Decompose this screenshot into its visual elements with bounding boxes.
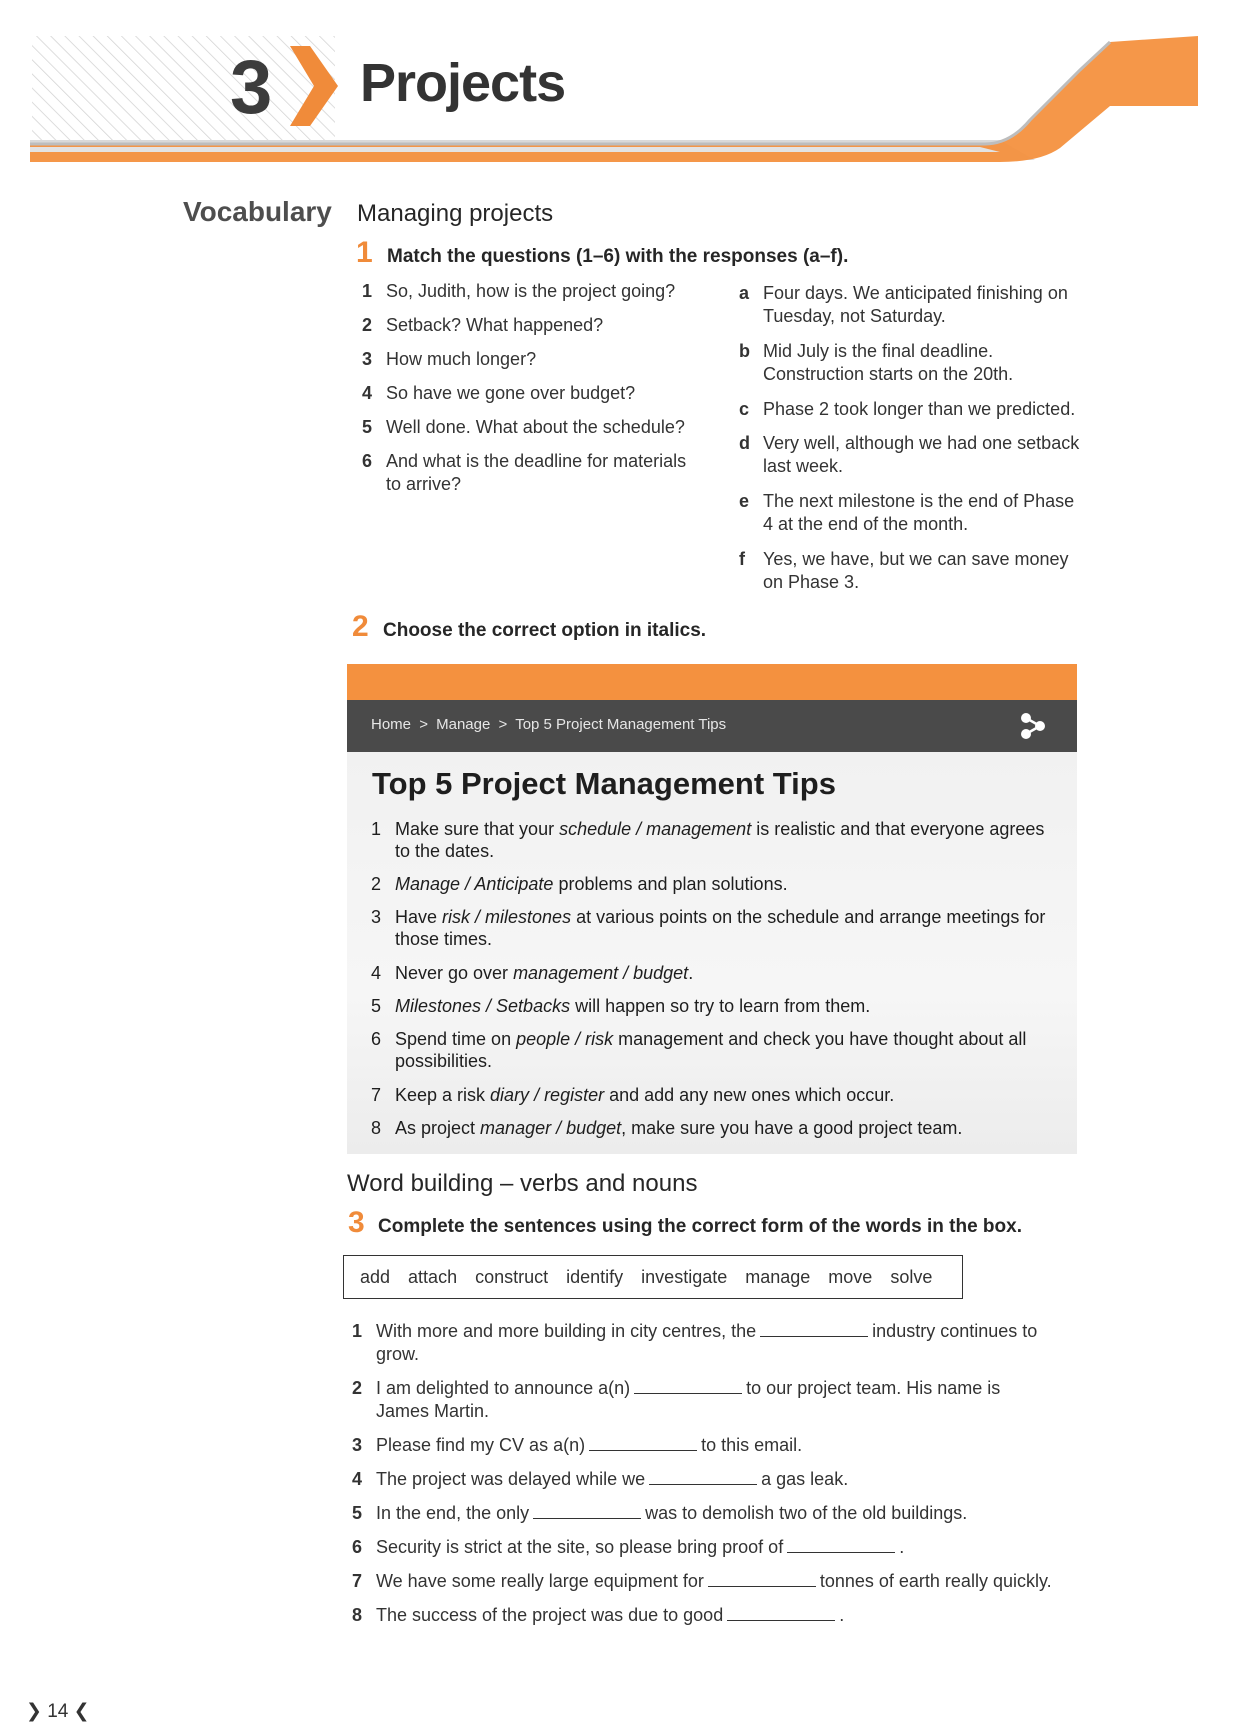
italic-option[interactable]: risk / milestones bbox=[442, 907, 572, 927]
word-box bbox=[343, 1255, 963, 1299]
question-item: 2 Setback? What happened? bbox=[362, 315, 604, 335]
page-number: 14 bbox=[47, 1701, 69, 1722]
tips-title: Top 5 Project Management Tips bbox=[372, 766, 836, 801]
chevron-right-icon: ❯ bbox=[26, 1701, 42, 1722]
question-item: 6 And what is the deadline for materials to arrive? bbox=[362, 451, 687, 494]
exercise-instruction: Complete the sentences using the correct form of the words in the box. bbox=[378, 1216, 1022, 1237]
tip-item: 7 Keep a risk diary / register and add any new ones which occur. bbox=[371, 1085, 895, 1105]
subheading-managing-projects: Managing projects bbox=[357, 200, 554, 227]
breadcrumb-manage[interactable]: Manage bbox=[436, 716, 491, 733]
header-graphic bbox=[0, 0, 1240, 170]
sentence-item: 1 With more and more building in city centres, the industry continues to grow. bbox=[352, 1321, 1038, 1364]
sentence-item: 8 The success of the project was due to good . bbox=[352, 1605, 845, 1625]
breadcrumb-bar bbox=[347, 700, 1077, 752]
chevron-left-icon: ❮ bbox=[73, 1701, 90, 1722]
italic-option[interactable]: schedule / management bbox=[559, 819, 752, 839]
section-label-vocabulary: Vocabulary bbox=[183, 196, 332, 227]
tip-item: 8 As project manager / budget, make sure you have a good project team. bbox=[371, 1118, 963, 1138]
italic-option[interactable]: Milestones / Setbacks bbox=[395, 996, 571, 1016]
italic-option[interactable]: diary / register bbox=[490, 1085, 605, 1105]
response-item: b Mid July is the final deadline. Construction starts on the 20th. bbox=[739, 341, 1014, 384]
response-item: a Four days. We anticipated finishing on Tuesday, not Saturday. bbox=[739, 283, 1068, 326]
answer-blank[interactable] bbox=[589, 1435, 697, 1451]
tip-item: 4 Never go over management / budget. bbox=[371, 963, 694, 983]
answer-blank[interactable] bbox=[727, 1605, 835, 1621]
tip-item: 1 Make sure that your schedule / management is realistic and that everyone agrees to the dates. bbox=[371, 819, 1045, 861]
panel-content bbox=[347, 752, 1077, 1154]
breadcrumb-separator: > bbox=[498, 716, 508, 733]
question-item: 1 So, Judith, how is the project going? bbox=[362, 281, 676, 301]
answer-blank[interactable] bbox=[649, 1469, 757, 1485]
tips-web-panel bbox=[347, 664, 1077, 1154]
word-option: solve bbox=[890, 1266, 933, 1287]
share-icon[interactable] bbox=[1017, 710, 1049, 742]
answer-blank[interactable] bbox=[533, 1503, 641, 1519]
response-item: c Phase 2 took longer than we predicted. bbox=[739, 399, 1076, 419]
breadcrumb-home[interactable]: Home bbox=[371, 716, 412, 733]
exercise-number: 3 bbox=[348, 1206, 365, 1239]
word-option: identify bbox=[566, 1266, 624, 1287]
word-option: construct bbox=[475, 1266, 549, 1287]
italic-option[interactable]: Manage / Anticipate bbox=[395, 874, 554, 894]
tip-item: 3 Have risk / milestones at various points on the schedule and arrange meetings for those times. bbox=[371, 907, 1046, 949]
answer-blank[interactable] bbox=[787, 1537, 895, 1553]
subheading-word-building: Word building – verbs and nouns bbox=[347, 1170, 698, 1197]
sentence-item: 3 Please find my CV as a(n) to this email. bbox=[352, 1435, 803, 1455]
question-item: 3 How much longer? bbox=[362, 349, 537, 369]
response-item: d Very well, although we had one setback last week. bbox=[739, 433, 1080, 476]
sentence-item: 5 In the end, the only was to demolish two of the old buildings. bbox=[352, 1503, 968, 1523]
breadcrumb-separator: > bbox=[419, 716, 428, 733]
word-option: add bbox=[360, 1266, 391, 1287]
question-item: 4 So have we gone over budget? bbox=[362, 383, 636, 403]
tip-item: 6 Spend time on people / risk management and check you have thought about all possibilities. bbox=[371, 1029, 1027, 1071]
answer-blank[interactable] bbox=[760, 1321, 868, 1337]
unit-number: 3 bbox=[230, 45, 271, 130]
tip-item: 2 Manage / Anticipate problems and plan solutions. bbox=[371, 874, 788, 894]
italic-option[interactable]: manager / budget bbox=[480, 1118, 622, 1138]
tip-item: 5 Milestones / Setbacks will happen so try to learn from them. bbox=[371, 996, 871, 1016]
unit-title: Projects bbox=[360, 53, 566, 113]
sentence-item: 6 Security is strict at the site, so please bring proof of . bbox=[352, 1537, 905, 1557]
response-item: f Yes, we have, but we can save money on Phase 3. bbox=[739, 549, 1069, 592]
response-item: e The next milestone is the end of Phase 4 at the end of the month. bbox=[739, 491, 1075, 534]
sentence-item: 2 I am delighted to announce a(n) to our project team. His name is James Martin. bbox=[352, 1378, 1001, 1421]
word-option: investigate bbox=[641, 1266, 728, 1287]
sentence-item: 7 We have some really large equipment for tonnes of earth really quickly. bbox=[352, 1571, 1052, 1591]
italic-option[interactable]: management / budget bbox=[513, 963, 689, 983]
exercise-instruction: Match the questions (1–6) with the responses (a–f). bbox=[387, 246, 849, 267]
italic-option[interactable]: people / risk bbox=[516, 1029, 614, 1049]
question-item: 5 Well done. What about the schedule? bbox=[362, 417, 685, 437]
answer-blank[interactable] bbox=[634, 1378, 742, 1394]
exercise-number: 1 bbox=[356, 236, 373, 269]
exercise-instruction: Choose the correct option in italics. bbox=[383, 620, 707, 641]
word-option: manage bbox=[745, 1266, 811, 1287]
page-footer bbox=[26, 1700, 90, 1723]
word-option: move bbox=[828, 1266, 873, 1287]
exercise-number: 2 bbox=[352, 610, 369, 643]
word-option: attach bbox=[408, 1266, 458, 1287]
answer-blank[interactable] bbox=[708, 1571, 816, 1587]
sentence-item: 4 The project was delayed while we a gas leak. bbox=[352, 1469, 849, 1489]
breadcrumb bbox=[371, 716, 730, 733]
breadcrumb-current: Top 5 Project Management Tips bbox=[515, 716, 727, 733]
unit-header bbox=[0, 0, 1240, 170]
panel-top-bar bbox=[347, 664, 1077, 700]
